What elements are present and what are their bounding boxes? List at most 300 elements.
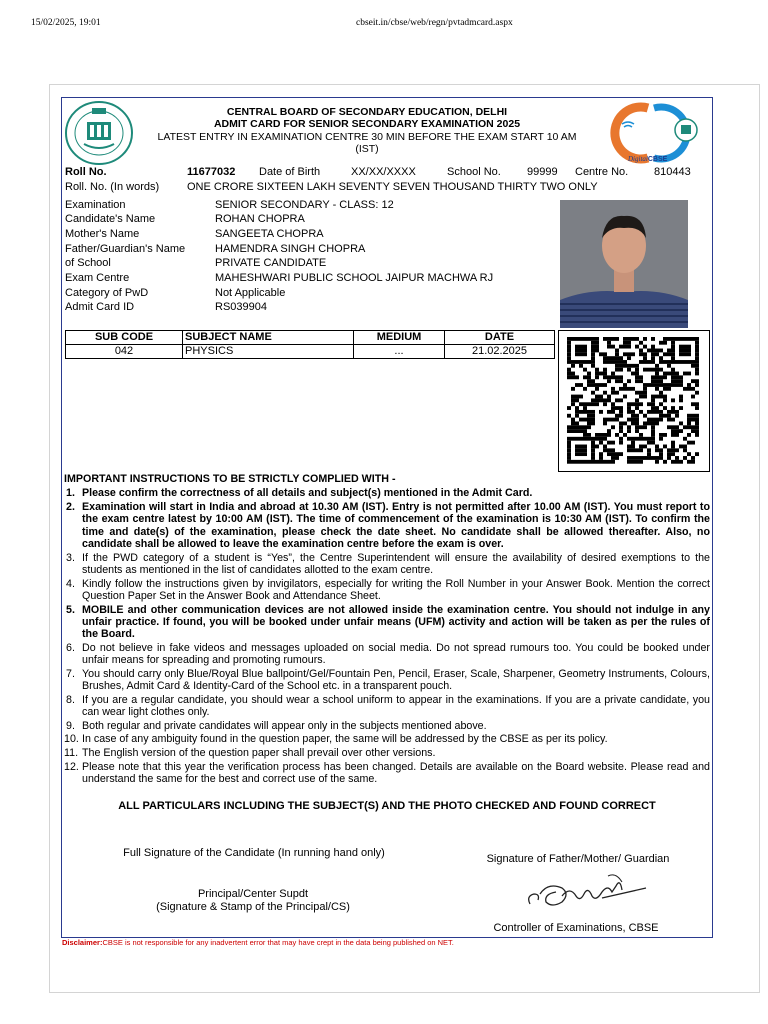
qr-module — [635, 425, 639, 429]
qr-module — [571, 398, 575, 402]
qr-module — [607, 341, 611, 345]
qr-module — [695, 425, 699, 429]
qr-module — [603, 445, 607, 449]
qr-module — [599, 441, 603, 445]
qr-module — [639, 349, 643, 353]
qr-module — [663, 337, 667, 341]
qr-module — [627, 364, 631, 368]
qr-module — [695, 402, 699, 406]
qr-module — [651, 345, 655, 349]
qr-module — [611, 456, 615, 460]
qr-module — [635, 391, 639, 395]
qr-module — [583, 352, 587, 356]
qr-module — [583, 345, 587, 349]
qr-module — [639, 425, 643, 429]
qr-module — [643, 356, 647, 360]
qr-module — [603, 433, 607, 437]
qr-module — [567, 425, 571, 429]
qr-module — [587, 372, 591, 376]
qr-module — [659, 410, 663, 414]
qr-module — [675, 410, 679, 414]
qr-module — [607, 418, 611, 422]
qr-module — [575, 452, 579, 456]
qr-module — [667, 352, 671, 356]
qr-module — [691, 360, 695, 364]
qr-module — [651, 398, 655, 402]
qr-module — [615, 406, 619, 410]
qr-module — [679, 352, 683, 356]
qr-module — [587, 337, 591, 341]
qr-module — [571, 364, 575, 368]
qr-module — [671, 368, 675, 372]
qr-module — [659, 414, 663, 418]
subjects-header-row — [66, 331, 555, 345]
field-value: HAMENDRA SINGH CHOPRA — [215, 243, 366, 255]
qr-module — [671, 360, 675, 364]
medium-header: MEDIUM — [354, 331, 445, 345]
qr-module — [647, 441, 651, 445]
qr-module — [575, 448, 579, 452]
qr-module — [627, 387, 631, 391]
qr-module — [611, 441, 615, 445]
qr-module — [635, 456, 639, 460]
qr-module — [667, 448, 671, 452]
qr-module — [655, 364, 659, 368]
qr-module — [659, 379, 663, 383]
qr-module — [571, 337, 575, 341]
qr-module — [675, 337, 679, 341]
qr-module — [679, 445, 683, 449]
roll-words-value: ONE CRORE SIXTEEN LAKH SEVENTY SEVEN THOUSAND THIRTY TWO ONLY — [187, 181, 598, 193]
qr-module — [595, 341, 599, 345]
qr-module — [691, 402, 695, 406]
qr-module — [651, 421, 655, 425]
qr-module — [595, 345, 599, 349]
candidate-photo — [560, 200, 688, 328]
qr-module — [651, 349, 655, 353]
qr-module — [647, 452, 651, 456]
qr-module — [611, 448, 615, 452]
qr-module — [591, 345, 595, 349]
qr-module — [643, 360, 647, 364]
qr-module — [595, 398, 599, 402]
qr-module — [659, 368, 663, 372]
qr-module — [583, 418, 587, 422]
qr-module — [691, 456, 695, 460]
qr-module — [639, 352, 643, 356]
qr-module — [671, 349, 675, 353]
qr-module — [695, 452, 699, 456]
qr-module — [647, 368, 651, 372]
qr-module — [655, 421, 659, 425]
qr-module — [659, 433, 663, 437]
qr-module — [619, 425, 623, 429]
roll-no-value: 11677032 — [187, 166, 236, 178]
qr-module — [571, 437, 575, 441]
qr-module — [611, 356, 615, 360]
qr-module — [683, 352, 687, 356]
qr-module — [615, 375, 619, 379]
qr-module — [647, 448, 651, 452]
qr-module — [619, 414, 623, 418]
qr-module — [691, 418, 695, 422]
qr-module — [635, 402, 639, 406]
qr-module — [579, 337, 583, 341]
qr-module — [651, 429, 655, 433]
qr-module — [587, 379, 591, 383]
qr-module — [695, 383, 699, 387]
qr-module — [627, 448, 631, 452]
qr-module — [603, 460, 607, 464]
qr-module — [691, 387, 695, 391]
qr-module — [659, 356, 663, 360]
qr-module — [599, 410, 603, 414]
qr-module — [619, 429, 623, 433]
qr-module — [567, 372, 571, 376]
qr-module — [655, 410, 659, 414]
qr-module — [611, 406, 615, 410]
qr-module — [683, 372, 687, 376]
qr-module — [591, 460, 595, 464]
qr-module — [691, 364, 695, 368]
qr-module — [659, 349, 663, 353]
qr-module — [567, 375, 571, 379]
qr-module — [667, 410, 671, 414]
qr-module — [591, 410, 595, 414]
qr-module — [575, 375, 579, 379]
qr-module — [687, 372, 691, 376]
qr-module — [611, 391, 615, 395]
qr-module — [603, 418, 607, 422]
qr-module — [639, 375, 643, 379]
subjects-table — [65, 330, 555, 359]
qr-module — [627, 337, 631, 341]
qr-module — [643, 414, 647, 418]
qr-module — [603, 437, 607, 441]
qr-module — [627, 437, 631, 441]
qr-module — [615, 456, 619, 460]
list-item: 7. You should carry only Blue/Royal Blue ballpoint/Gel/Fountain Pen, Pencil, Eraser, Scale, Sharpener, Geometry Instruments, Colours, Brushes, Admit Card & Identity-Card of the School etc. in a transparent pouch. — [66, 667, 710, 693]
qr-module — [591, 437, 595, 441]
qr-module — [659, 418, 663, 422]
qr-module — [679, 345, 683, 349]
instructions-list — [64, 487, 710, 785]
qr-module — [615, 349, 619, 353]
qr-module — [635, 418, 639, 422]
qr-module — [579, 425, 583, 429]
qr-module — [611, 452, 615, 456]
qr-module — [643, 345, 647, 349]
principal-label: Principal/Center Supdt (Signature & Stamp of the Principal/CS) — [156, 888, 350, 913]
qr-module — [643, 425, 647, 429]
qr-module — [571, 460, 575, 464]
qr-module — [639, 379, 643, 383]
qr-module — [635, 460, 639, 464]
qr-module — [591, 379, 595, 383]
qr-module — [643, 391, 647, 395]
qr-module — [651, 418, 655, 422]
school-no-label: School No. — [447, 166, 501, 178]
field-value: PRIVATE CANDIDATE — [215, 257, 327, 269]
qr-module — [579, 460, 583, 464]
qr-module — [671, 341, 675, 345]
admit-card-title: ADMIT CARD FOR SENIOR SECONDARY EXAMINATION 2025 — [213, 118, 521, 130]
qr-module — [583, 402, 587, 406]
qr-module — [679, 398, 683, 402]
print-timestamp: 15/02/2025, 19:01 — [31, 18, 101, 28]
qr-module — [623, 395, 627, 399]
qr-module — [575, 383, 579, 387]
qr-module — [567, 456, 571, 460]
qr-module — [603, 356, 607, 360]
qr-module — [663, 360, 667, 364]
qr-module — [619, 387, 623, 391]
qr-module — [671, 452, 675, 456]
qr-module — [615, 398, 619, 402]
qr-module — [655, 379, 659, 383]
qr-module — [607, 375, 611, 379]
qr-module — [587, 383, 591, 387]
field-value: MAHESHWARI PUBLIC SCHOOL JAIPUR MACHWA RJ — [215, 272, 494, 284]
qr-module — [567, 360, 571, 364]
qr-module — [623, 421, 627, 425]
qr-module — [619, 345, 623, 349]
qr-module — [631, 337, 635, 341]
qr-module — [683, 456, 687, 460]
qr-module — [683, 337, 687, 341]
qr-module — [639, 402, 643, 406]
field-value: Not Applicable — [215, 287, 286, 299]
list-item: 5. MOBILE and other communication devices are not allowed inside the examination centre. You should not indulge in any unfair practice. If found, you will be booked under unfair means (UFM) activity and action will be taken as per the rules of the Board. — [66, 603, 710, 641]
field-label: of School — [65, 257, 111, 269]
qr-module — [659, 452, 663, 456]
qr-module — [595, 383, 599, 387]
qr-module — [583, 437, 587, 441]
qr-module — [687, 345, 691, 349]
field-label: Examination — [65, 199, 126, 211]
qr-module — [607, 452, 611, 456]
qr-module — [587, 418, 591, 422]
qr-module — [587, 437, 591, 441]
qr-module — [695, 418, 699, 422]
qr-module — [583, 375, 587, 379]
list-item: 10. In case of any ambiguity found in the question paper, the same will be addressed by the CBSE as per its policy. — [64, 733, 608, 746]
qr-module — [683, 448, 687, 452]
field-label: Admit Card ID — [65, 301, 135, 313]
field-label: Candidate's Name — [65, 213, 156, 225]
qr-module — [643, 368, 647, 372]
qr-module — [567, 414, 571, 418]
qr-module — [635, 372, 639, 376]
qr-module — [567, 437, 571, 441]
qr-module — [567, 356, 571, 360]
qr-module — [695, 368, 699, 372]
qr-module — [671, 410, 675, 414]
qr-module — [567, 445, 571, 449]
qr-module — [619, 375, 623, 379]
qr-module — [571, 402, 575, 406]
qr-module — [579, 345, 583, 349]
qr-module — [631, 410, 635, 414]
qr-module — [663, 460, 667, 464]
qr-module — [679, 383, 683, 387]
qr-module — [583, 387, 587, 391]
qr-module — [627, 460, 631, 464]
qr-module — [679, 460, 683, 464]
qr-module — [567, 448, 571, 452]
qr-module — [659, 375, 663, 379]
qr-module — [687, 418, 691, 422]
qr-module — [607, 448, 611, 452]
qr-module — [599, 395, 603, 399]
qr-module — [595, 368, 599, 372]
qr-module — [567, 368, 571, 372]
qr-module — [591, 356, 595, 360]
qr-module — [675, 375, 679, 379]
field-value: SENIOR SECONDARY - CLASS: 12 — [215, 199, 394, 211]
qr-module — [675, 379, 679, 383]
qr-module — [635, 364, 639, 368]
qr-module — [607, 398, 611, 402]
candidate-signature-label: Full Signature of the Candidate (In running hand only) — [123, 847, 385, 859]
qr-module — [687, 414, 691, 418]
qr-module — [623, 364, 627, 368]
qr-module — [623, 341, 627, 345]
qr-module — [687, 441, 691, 445]
qr-module — [647, 418, 651, 422]
qr-module — [671, 425, 675, 429]
qr-module — [591, 349, 595, 353]
qr-code — [558, 330, 710, 472]
qr-module — [591, 341, 595, 345]
qr-module — [675, 383, 679, 387]
qr-module — [571, 429, 575, 433]
qr-module — [671, 445, 675, 449]
qr-module — [639, 433, 643, 437]
qr-module — [683, 425, 687, 429]
qr-module — [647, 349, 651, 353]
qr-module — [591, 360, 595, 364]
qr-module — [671, 352, 675, 356]
qr-module — [583, 406, 587, 410]
qr-module — [671, 375, 675, 379]
cbse-emblem-logo — [64, 100, 134, 166]
qr-module — [659, 360, 663, 364]
centre-no-value: 810443 — [654, 166, 691, 178]
roll-no-label: Roll No. — [65, 166, 107, 178]
qr-module — [583, 452, 587, 456]
qr-module — [623, 337, 627, 341]
school-no-value: 99999 — [527, 166, 558, 178]
qr-module — [587, 402, 591, 406]
browser-print-header — [0, 14, 768, 30]
qr-module — [599, 383, 603, 387]
qr-module — [687, 360, 691, 364]
qr-module — [579, 410, 583, 414]
qr-module — [583, 429, 587, 433]
qr-module — [655, 352, 659, 356]
qr-module — [675, 414, 679, 418]
qr-module — [567, 406, 571, 410]
qr-module — [579, 418, 583, 422]
qr-module — [635, 421, 639, 425]
qr-module — [571, 395, 575, 399]
qr-module — [611, 372, 615, 376]
qr-module — [675, 425, 679, 429]
qr-module — [655, 448, 659, 452]
qr-module — [567, 341, 571, 345]
qr-module — [619, 437, 623, 441]
qr-module — [651, 433, 655, 437]
qr-module — [591, 441, 595, 445]
qr-module — [651, 360, 655, 364]
qr-module — [663, 445, 667, 449]
qr-module — [611, 387, 615, 391]
qr-module — [607, 337, 611, 341]
qr-module — [663, 433, 667, 437]
qr-module — [579, 360, 583, 364]
qr-module — [643, 383, 647, 387]
qr-module — [683, 387, 687, 391]
qr-module — [575, 425, 579, 429]
qr-module — [611, 337, 615, 341]
qr-module — [683, 445, 687, 449]
qr-module — [627, 368, 631, 372]
qr-module — [631, 387, 635, 391]
qr-module — [695, 421, 699, 425]
qr-module — [675, 433, 679, 437]
qr-module — [595, 402, 599, 406]
qr-module — [683, 437, 687, 441]
qr-module — [647, 383, 651, 387]
list-item: 1. Please confirm the correctness of all details and subject(s) mentioned in the Admit Card. — [66, 487, 533, 500]
qr-module — [607, 433, 611, 437]
qr-module — [619, 360, 623, 364]
qr-module — [575, 421, 579, 425]
qr-module — [655, 406, 659, 410]
subject-name-header: SUBJECT NAME — [183, 331, 354, 345]
qr-module — [691, 425, 695, 429]
qr-module — [603, 352, 607, 356]
field-label: Category of PwD — [65, 287, 149, 299]
qr-module — [591, 414, 595, 418]
qr-module — [667, 418, 671, 422]
qr-module — [615, 433, 619, 437]
qr-module — [579, 352, 583, 356]
qr-module — [647, 402, 651, 406]
qr-module — [627, 379, 631, 383]
qr-module — [671, 433, 675, 437]
qr-module — [627, 445, 631, 449]
qr-module — [667, 364, 671, 368]
qr-module — [639, 395, 643, 399]
qr-module — [683, 349, 687, 353]
qr-module — [611, 418, 615, 422]
qr-module — [595, 387, 599, 391]
qr-module — [695, 429, 699, 433]
qr-module — [695, 372, 699, 376]
table-row — [66, 345, 555, 359]
sub-code-cell: 042 — [66, 345, 183, 359]
qr-module — [667, 337, 671, 341]
qr-module — [671, 429, 675, 433]
qr-module — [583, 360, 587, 364]
qr-module — [583, 349, 587, 353]
qr-module — [627, 345, 631, 349]
qr-module — [571, 360, 575, 364]
qr-module — [575, 445, 579, 449]
qr-module — [695, 337, 699, 341]
